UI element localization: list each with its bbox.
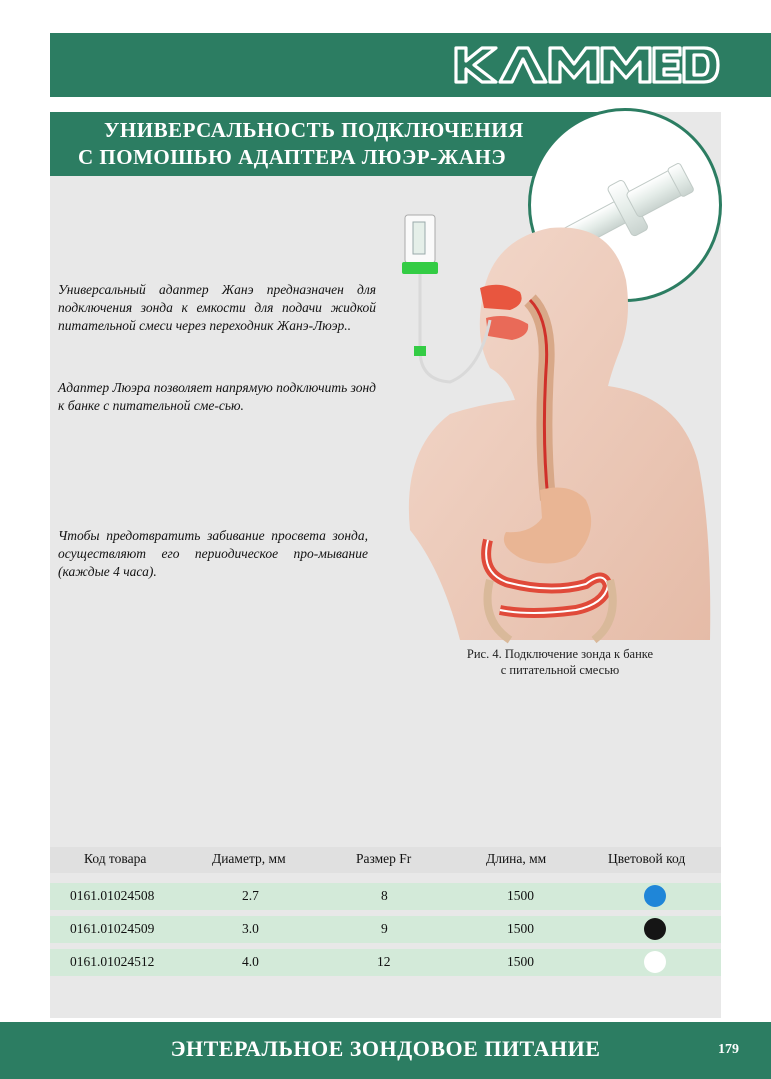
brand-logo: [452, 44, 722, 86]
anatomy-illustration: [380, 200, 721, 640]
figure-caption: [420, 646, 700, 678]
row2-diameter: 3.0: [242, 921, 259, 936]
row1-size: 8: [381, 888, 388, 903]
caption-line1: Рис. 4. Подключение зонда к банке: [466, 647, 654, 661]
header-color-code: Цветовой код: [608, 851, 686, 866]
row3-code: 0161.01024512: [70, 954, 155, 969]
row2-length: 1500: [507, 921, 534, 936]
header-code: Код товара: [84, 851, 147, 866]
body-silhouette: [409, 227, 710, 640]
header-size: Размер Fr: [356, 851, 412, 866]
row2-code: 0161.01024509: [70, 921, 155, 936]
paragraph-flushing: Чтобы предотвратить забивание просвета зонда, осуществляют его периодическое про-мывание (каждые 4 часа).: [58, 528, 368, 579]
section-title: ЭНТЕРАЛЬНОЕ ЗОНДОВОЕ ПИТАНИЕ: [170, 1036, 601, 1061]
color-dot-white: [644, 951, 666, 973]
row3-size: 12: [377, 954, 391, 969]
adapter-connector: [414, 346, 426, 356]
color-dot-blue: [644, 885, 666, 907]
feeding-tube: [420, 274, 490, 382]
row1-length: 1500: [507, 888, 534, 903]
header-diameter: Диаметр, мм: [212, 851, 286, 866]
row1-code: 0161.01024508: [70, 888, 155, 903]
caption-line2: с питательной смесью: [500, 663, 620, 677]
header-length: Длина, мм: [486, 851, 547, 866]
paragraph-luer-adapter: Адаптер Люэра позволяет напрямую подключить зонд к банке с питательной сме-сью.: [58, 380, 376, 413]
color-dot-black: [644, 918, 666, 940]
page-number: 179: [718, 1042, 739, 1057]
page-title-line1: УНИВЕРСАЛЬНОСТЬ ПОДКЛЮЧЕНИЯ: [104, 118, 524, 142]
page-title-line2: С ПОМОШЬЮ АДАПТЕРА ЛЮЭР-ЖАНЭ: [78, 145, 507, 169]
bottle-cap: [402, 262, 438, 274]
row3-diameter: 4.0: [242, 954, 259, 969]
row3-length: 1500: [507, 954, 534, 969]
paragraph-janet-adapter: Универсальный адаптер Жанэ предназначен для подключения зонда к емкости для подачи жидкой питательной смеси через переходник Жанэ-Люэр..: [58, 282, 376, 333]
row1-diameter: 2.7: [242, 888, 259, 903]
row2-size: 9: [381, 921, 388, 936]
